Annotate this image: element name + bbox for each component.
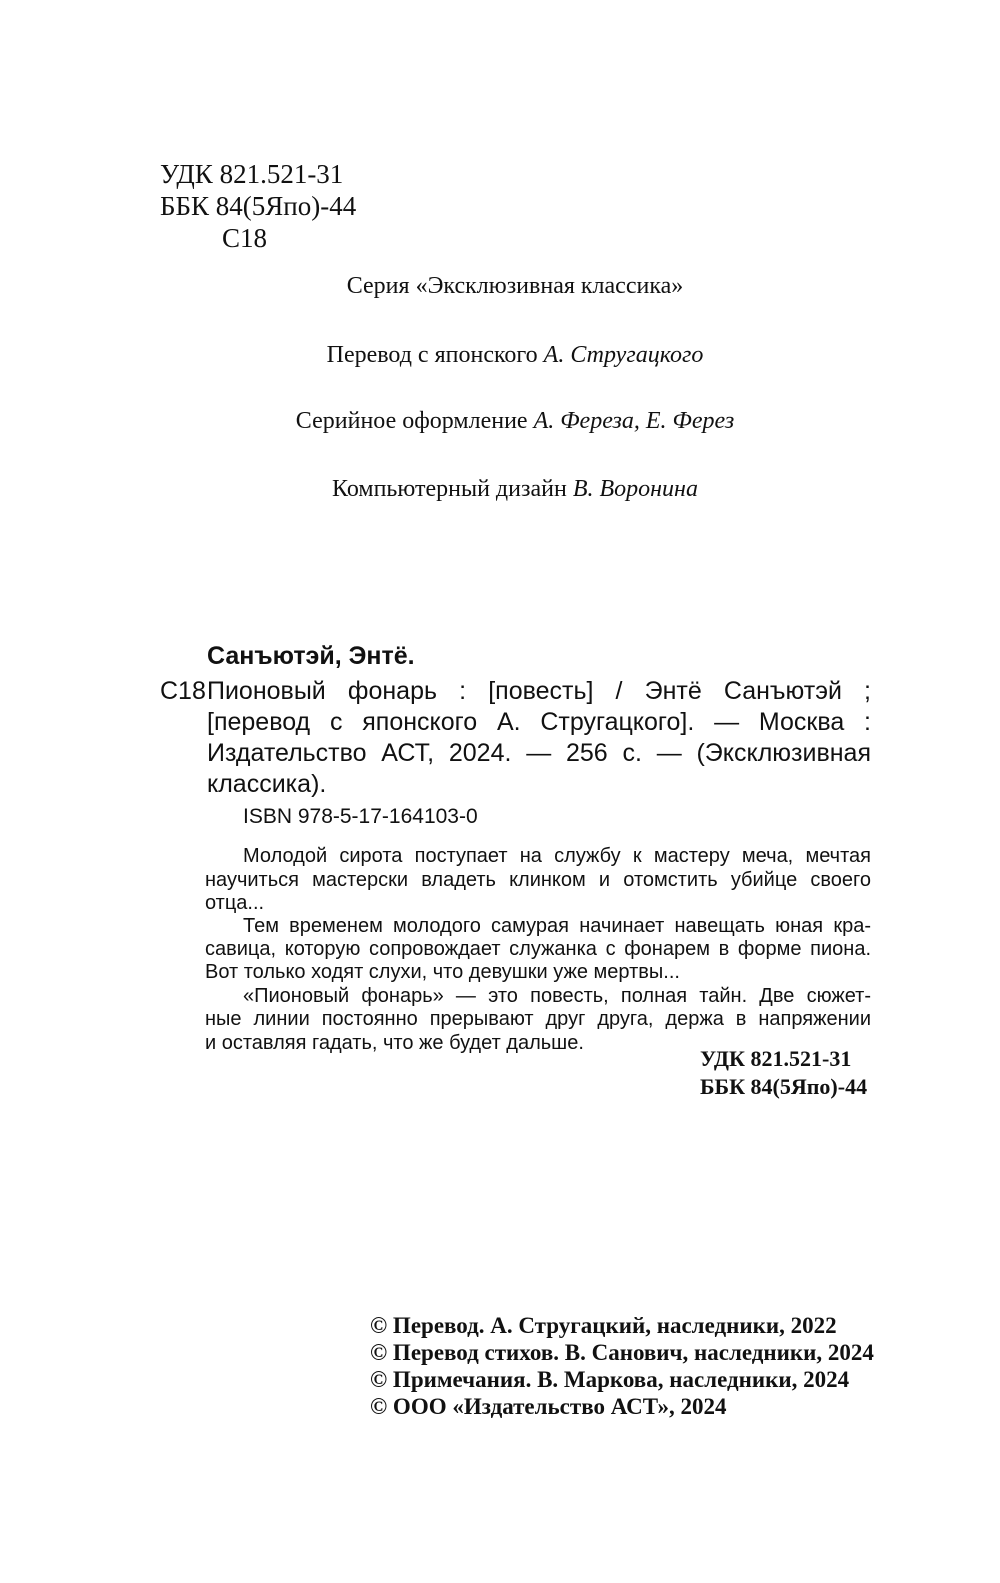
isbn: ISBN 978-5-17-164103-0: [243, 805, 478, 828]
entry-author: Санъютэй, Энтё.: [207, 642, 415, 670]
copyright-line: © Примечания. В. Маркова, наследники, 2024: [370, 1367, 850, 1392]
annotation-line: «Пионовый фонарь» — это повесть, полная тайн. Две сюжет-: [243, 985, 871, 1007]
computer-designer-name: В. Воронина: [572, 476, 698, 502]
translation-label: Перевод с японского: [326, 342, 544, 368]
series-credit: [0, 271, 1000, 301]
copyright-line: © Перевод стихов. В. Санович, наследники, 2024: [370, 1340, 874, 1365]
annotation-line: ные линии постоянно прерывают друг друга, держа в напряжении: [205, 1008, 871, 1030]
entry-author-mark: С18: [160, 677, 206, 705]
udk-code: УДК 821.521-31: [160, 159, 344, 189]
annotation-line: Тем временем молодого самурая начинает навещать юная кра-: [243, 915, 871, 937]
design-label: Серийное оформление: [295, 408, 534, 434]
designer-names: А. Фереза, Е. Ферез: [533, 408, 735, 434]
annotation-line: отца...: [205, 892, 265, 914]
series-name: «Эксклюзивная классика»: [415, 273, 684, 299]
design-credit: [0, 406, 1000, 436]
annotation-line: научиться мастерски владеть клинком и отомстить убийце своего: [205, 869, 871, 891]
computer-design-label: Компьютерный дизайн: [332, 476, 573, 502]
entry-line: Издательство АСТ, 2024. — 256 с. — (Эксклюзивная: [207, 739, 871, 767]
entry-line: классика).: [207, 770, 327, 798]
series-prefix: Серия: [346, 273, 416, 299]
annotation-line: Вот только ходят слухи, что девушки уже мертвы...: [205, 961, 680, 983]
entry-line: Пионовый фонарь : [повесть] / Энтё Санъютэй ;: [207, 677, 871, 705]
bottom-bbk-code: ББК 84(5Япо)-44: [700, 1074, 868, 1099]
annotation-line: Молодой сирота поступает на службу к мастеру меча, мечтая: [243, 845, 871, 867]
bbk-code: ББК 84(5Япо)-44: [160, 191, 357, 221]
computer-design-credit: [0, 474, 1000, 504]
entry-line: [перевод с японского А. Стругацкого]. — Москва :: [207, 708, 871, 736]
copyright-line: © Перевод. А. Стругацкий, наследники, 2022: [370, 1313, 837, 1338]
copyright-line: © ООО «Издательство АСТ», 2024: [370, 1394, 727, 1419]
author-mark: С18: [222, 223, 268, 253]
annotation-line: савица, которую сопровождает служанка с фонарем в форме пиона.: [205, 938, 871, 960]
translation-credit: [0, 340, 1000, 370]
translator-name: А. Стругацкого: [543, 342, 704, 368]
annotation-line: и оставляя гадать, что же будет дальше.: [205, 1032, 584, 1054]
bottom-udk-code: УДК 821.521-31: [700, 1046, 852, 1071]
